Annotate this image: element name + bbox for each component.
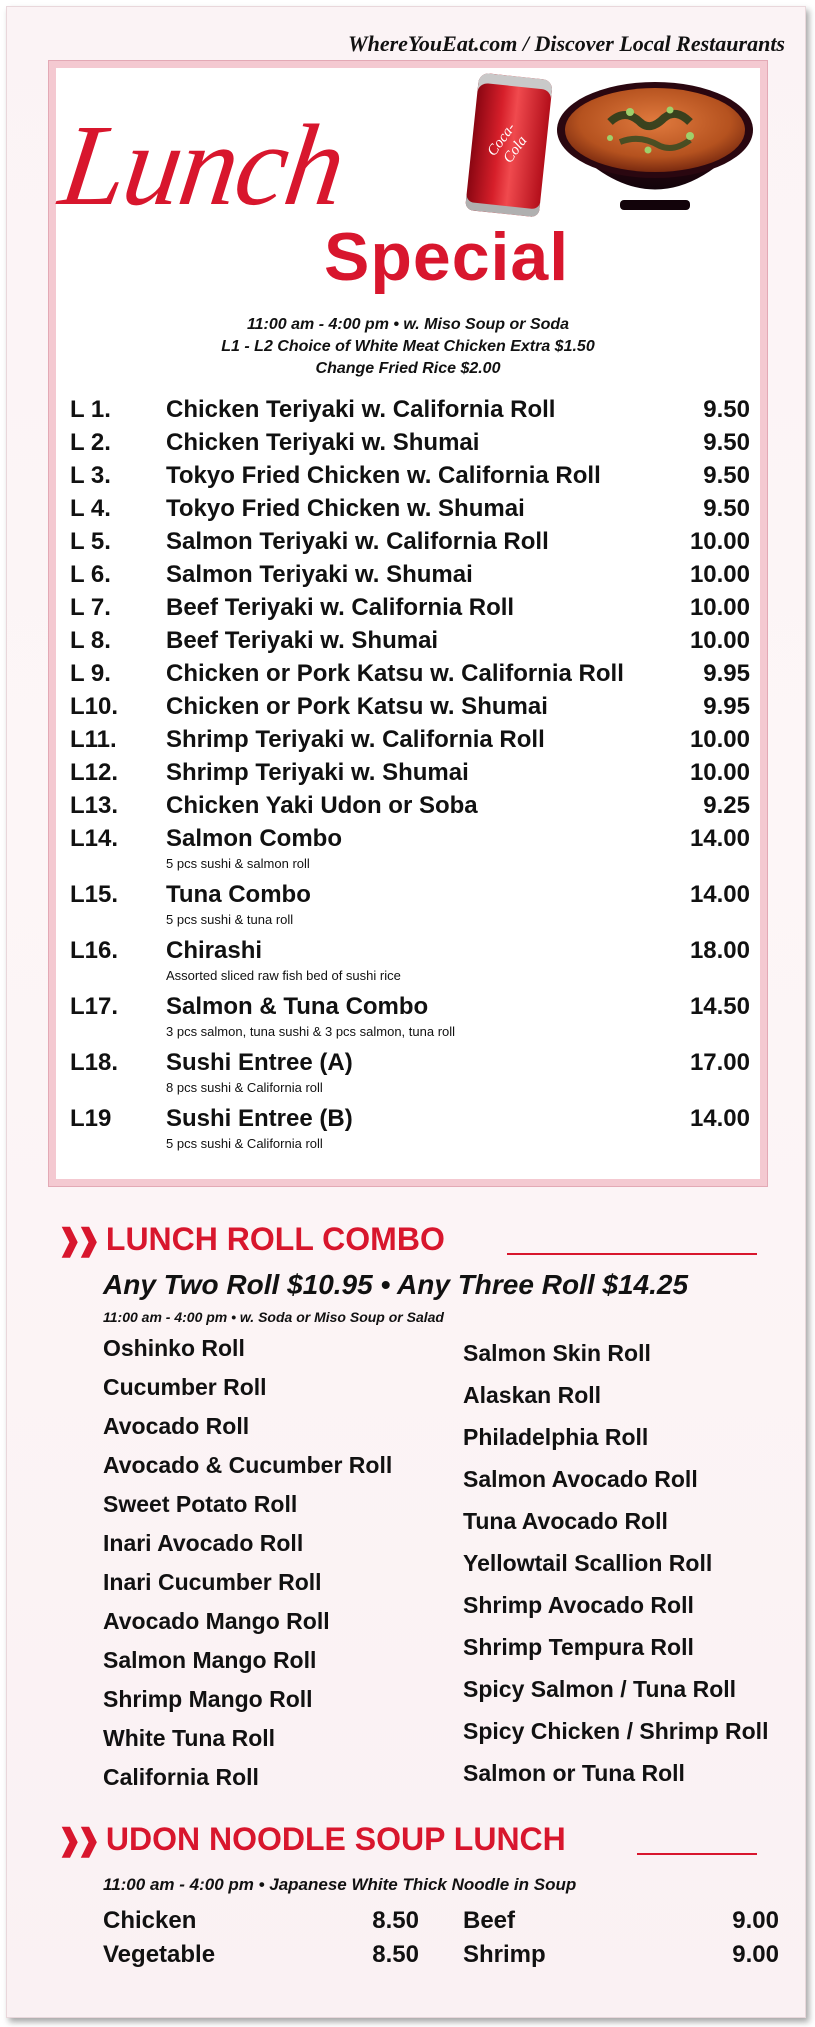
- heading-rule: [637, 1853, 757, 1855]
- menu-item-price: 14.00: [689, 1105, 750, 1132]
- double-chevron-icon: ❱❱: [57, 1824, 96, 1857]
- roll-item: Alaskan Roll: [463, 1382, 602, 1408]
- roll-item: Spicy Salmon / Tuna Roll: [463, 1676, 737, 1702]
- menu-item-code: L 5.: [70, 528, 111, 555]
- menu-item-price: 10.00: [689, 528, 750, 555]
- menu-item-code: L12.: [70, 759, 119, 786]
- special-info-line: Change Fried Rice $2.00: [315, 360, 501, 377]
- menu-item-row: [70, 660, 750, 693]
- menu-item-description: 5 pcs sushi & tuna roll: [166, 912, 294, 927]
- soda-can-label: Coca-Cola: [484, 120, 531, 167]
- roll-item: Avocado Roll: [103, 1413, 250, 1439]
- menu-item-price: 9.50: [703, 429, 750, 456]
- menu-item-code: L 8.: [70, 627, 111, 654]
- udon-item-price: 8.50: [372, 1907, 419, 1934]
- roll-item: Shrimp Tempura Roll: [463, 1634, 694, 1660]
- roll-item: California Roll: [103, 1764, 259, 1790]
- lunch-special-box: [49, 61, 767, 1186]
- menu-item-price: 14.00: [689, 881, 750, 908]
- menu-item-code: L19: [70, 1105, 112, 1132]
- menu-item-row: [70, 993, 750, 1049]
- roll-item: Salmon or Tuna Roll: [463, 1760, 685, 1786]
- menu-item-description: Assorted sliced raw fish bed of sushi rice: [166, 968, 401, 983]
- roll-item: White Tuna Roll: [103, 1725, 276, 1751]
- udon-item-name: Shrimp: [463, 1941, 546, 1968]
- udon-item-price: 9.00: [732, 1941, 779, 1968]
- menu-item-price: 10.00: [689, 594, 750, 621]
- special-info-line: 11:00 am - 4:00 pm • w. Miso Soup or Soda: [246, 316, 570, 333]
- menu-item-name: Salmon & Tuna Combo: [166, 993, 429, 1020]
- roll-item: Salmon Avocado Roll: [463, 1466, 698, 1492]
- menu-item-row: [70, 1049, 750, 1105]
- menu-item-code: L 1.: [70, 396, 111, 423]
- menu-item-code: L 2.: [70, 429, 111, 456]
- menu-item-price: 10.00: [689, 561, 750, 588]
- menu-item-name: Tokyo Fried Chicken w. California Roll: [166, 462, 601, 489]
- menu-item-row: [70, 825, 750, 881]
- udon-item: [463, 1907, 779, 1941]
- menu-item-name: Tokyo Fried Chicken w. Shumai: [166, 495, 525, 522]
- roll-combo-heading-text: LUNCH ROLL COMBO: [105, 1221, 445, 1257]
- menu-item-code: L13.: [70, 792, 119, 819]
- heading-rule: [507, 1253, 757, 1255]
- menu-item-name: Chicken Yaki Udon or Soba: [166, 792, 478, 819]
- menu-item-name: Beef Teriyaki w. California Roll: [166, 594, 515, 621]
- roll-list-left: [103, 1335, 392, 1803]
- udon-item-name: Vegetable: [103, 1941, 216, 1968]
- roll-item: Spicy Chicken / Shrimp Roll: [463, 1718, 769, 1744]
- menu-item-name: Sushi Entree (B): [166, 1105, 353, 1132]
- udon-item: [103, 1941, 419, 1975]
- menu-item-row: [70, 792, 750, 825]
- lunch-title: Lunch: [53, 102, 352, 230]
- menu-item-code: L 4.: [70, 495, 111, 522]
- menu-item-name: Chicken Teriyaki w. Shumai: [166, 429, 480, 456]
- menu-item-name: Salmon Teriyaki w. California Roll: [166, 528, 549, 555]
- udon-item: [103, 1907, 419, 1941]
- menu-item-row: [70, 1105, 750, 1161]
- menu-item-description: 8 pcs sushi & California roll: [166, 1080, 323, 1095]
- roll-item: Oshinko Roll: [103, 1335, 245, 1361]
- menu-item-row: [70, 937, 750, 993]
- roll-list-right: [463, 1340, 768, 1802]
- menu-item-code: L 3.: [70, 462, 111, 489]
- menu-item-row: [70, 396, 750, 429]
- menu-item-row: [70, 528, 750, 561]
- roll-item: Avocado Mango Roll: [103, 1608, 330, 1634]
- double-chevron-icon: ❱❱: [57, 1224, 96, 1257]
- menu-item-row: [70, 495, 750, 528]
- menu-item-price: 9.50: [703, 495, 750, 522]
- menu-item-name: Shrimp Teriyaki w. California Roll: [166, 726, 545, 753]
- roll-combo-hours: 11:00 am - 4:00 pm • w. Soda or Miso Soup or Salad: [103, 1309, 444, 1325]
- roll-item: Shrimp Avocado Roll: [463, 1592, 694, 1618]
- menu-item-code: L11.: [70, 726, 117, 753]
- menu-item-name: Chicken Teriyaki w. California Roll: [166, 396, 556, 423]
- menu-item-row: [70, 462, 750, 495]
- roll-item: Inari Avocado Roll: [103, 1530, 304, 1556]
- menu-item-name: Salmon Combo: [166, 825, 343, 852]
- menu-item-price: 10.00: [689, 726, 750, 753]
- roll-combo-heading: [57, 1221, 757, 1261]
- miso-soup-bowl-icon: [550, 72, 760, 222]
- menu-item-row: [70, 594, 750, 627]
- menu-item-code: L 9.: [70, 660, 111, 687]
- menu-item-name: Chicken or Pork Katsu w. Shumai: [166, 693, 548, 720]
- menu-page: [6, 6, 806, 2018]
- menu-item-price: 10.00: [689, 759, 750, 786]
- menu-item-name: Chicken or Pork Katsu w. California Roll: [166, 660, 624, 687]
- menu-item-price: 17.00: [689, 1049, 750, 1076]
- udon-heading: [57, 1821, 757, 1861]
- menu-item-code: L16.: [70, 937, 119, 964]
- menu-item-price: 9.25: [703, 792, 750, 819]
- soda-can-icon: [465, 73, 553, 218]
- udon-heading-text: UDON NOODLE SOUP LUNCH: [105, 1821, 566, 1857]
- roll-item: Salmon Skin Roll: [463, 1340, 651, 1366]
- menu-item-description: 5 pcs sushi & California roll: [166, 1136, 323, 1151]
- menu-item-description: 3 pcs salmon, tuna sushi & 3 pcs salmon, tuna roll: [166, 1024, 456, 1039]
- roll-item: Philadelphia Roll: [463, 1424, 649, 1450]
- menu-item-code: L15.: [70, 881, 119, 908]
- roll-item: Tuna Avocado Roll: [463, 1508, 668, 1534]
- udon-item: [463, 1941, 779, 1975]
- special-info-line: L1 - L2 Choice of White Meat Chicken Extra $1.50: [221, 338, 595, 355]
- udon-info: 11:00 am - 4:00 pm • Japanese White Thick Noodle in Soup: [103, 1875, 577, 1894]
- menu-item-row: [70, 726, 750, 759]
- roll-item: Shrimp Mango Roll: [103, 1686, 313, 1712]
- menu-item-code: L14.: [70, 825, 119, 852]
- site-header[interactable]: WhereYouEat.com / Discover Local Restaurants: [348, 31, 785, 56]
- menu-item-name: Beef Teriyaki w. Shumai: [166, 627, 439, 654]
- menu-item-name: Chirashi: [166, 937, 263, 964]
- menu-item-row: [70, 759, 750, 792]
- menu-item-code: L18.: [70, 1049, 119, 1076]
- menu-item-row: [70, 429, 750, 462]
- roll-item: Inari Cucumber Roll: [103, 1569, 322, 1595]
- menu-item-price: 10.00: [689, 627, 750, 654]
- menu-item-price: 9.50: [703, 396, 750, 423]
- menu-item-row: [70, 561, 750, 594]
- menu-item-price: 18.00: [689, 937, 750, 964]
- roll-item: Cucumber Roll: [103, 1374, 267, 1400]
- roll-item: Salmon Mango Roll: [103, 1647, 317, 1673]
- roll-item: Yellowtail Scallion Roll: [463, 1550, 713, 1576]
- menu-item-row: [70, 881, 750, 937]
- udon-item-price: 8.50: [372, 1941, 419, 1968]
- menu-item-code: L 7.: [70, 594, 111, 621]
- lunch-special-list: [70, 396, 750, 1161]
- menu-item-description: 5 pcs sushi & salmon roll: [166, 856, 310, 871]
- special-title: Special: [324, 219, 570, 295]
- menu-item-price: 14.00: [689, 825, 750, 852]
- udon-item-price: 9.00: [732, 1907, 779, 1934]
- menu-item-price: 9.95: [703, 660, 750, 687]
- roll-item: Avocado & Cucumber Roll: [103, 1452, 393, 1478]
- menu-item-code: L10.: [70, 693, 119, 720]
- menu-item-name: Salmon Teriyaki w. Shumai: [166, 561, 473, 588]
- menu-item-price: 14.50: [689, 993, 750, 1020]
- menu-item-name: Tuna Combo: [166, 881, 311, 908]
- udon-item-name: Chicken: [103, 1907, 197, 1934]
- roll-item: Sweet Potato Roll: [103, 1491, 298, 1517]
- menu-item-code: L17.: [70, 993, 119, 1020]
- roll-combo-prices: Any Two Roll $10.95 • Any Three Roll $14.25: [103, 1269, 689, 1300]
- menu-item-row: [70, 693, 750, 726]
- menu-item-code: L 6.: [70, 561, 111, 588]
- special-info: [56, 314, 760, 380]
- menu-item-price: 9.95: [703, 693, 750, 720]
- menu-item-name: Shrimp Teriyaki w. Shumai: [166, 759, 469, 786]
- menu-item-row: [70, 627, 750, 660]
- udon-item-name: Beef: [463, 1907, 516, 1934]
- menu-item-price: 9.50: [703, 462, 750, 489]
- menu-item-name: Sushi Entree (A): [166, 1049, 353, 1076]
